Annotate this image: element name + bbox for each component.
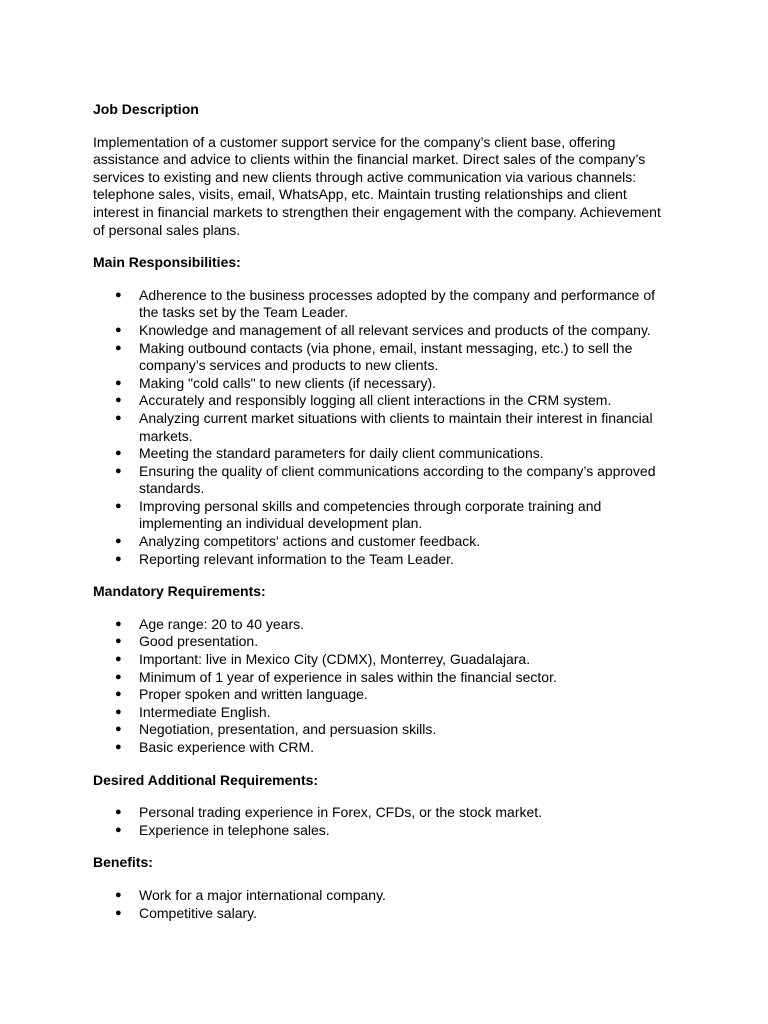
- list-item-text: Analyzing current market situations with clients to maintain their interest in financial markets.: [139, 409, 653, 444]
- list-item: [93, 445, 673, 463]
- bullet-icon: ●: [115, 288, 122, 301]
- benefits-heading: Benefits:: [93, 854, 153, 871]
- list-item-text: Intermediate English.: [139, 703, 271, 720]
- list-item: [93, 287, 673, 322]
- list-item-text: Proper spoken and written language.: [139, 686, 368, 703]
- list-item-text: Experience in telephone sales.: [139, 821, 330, 838]
- bullet-icon: ●: [115, 906, 122, 919]
- bullet-icon: ●: [115, 323, 122, 336]
- main-responsibilities-heading: Main Responsibilities:: [93, 254, 241, 271]
- list-item-text: Making outbound contacts (via phone, email, instant messaging, etc.) to sell the company’s services and products to new clients.: [139, 339, 633, 374]
- list-item-text: Personal trading experience in Forex, CFDs, or the stock market.: [139, 804, 543, 821]
- list-item-text: Accurately and responsibly logging all client interactions in the CRM system.: [139, 392, 612, 409]
- list-item-text: Competitive salary.: [139, 904, 258, 921]
- desired-requirements-heading: Desired Additional Requirements:: [93, 771, 319, 788]
- list-item: [93, 498, 673, 533]
- list-item: [93, 739, 673, 757]
- list-item: [93, 340, 673, 375]
- list-item-text: Work for a major international company.: [139, 886, 386, 903]
- main-responsibilities-list: [93, 287, 673, 569]
- list-item: [93, 392, 673, 410]
- list-item: [93, 410, 673, 445]
- bullet-icon: ●: [115, 499, 122, 512]
- bullet-icon: ●: [115, 464, 122, 477]
- bullet-icon: ●: [115, 670, 122, 683]
- list-item: [93, 822, 673, 840]
- list-item-text: Basic experience with CRM.: [139, 739, 315, 755]
- list-item: [93, 616, 673, 634]
- list-item-text: Good presentation.: [139, 633, 259, 650]
- bullet-icon: ●: [115, 535, 122, 548]
- bullet-icon: ●: [115, 635, 122, 648]
- list-item-text: Important: live in Mexico City (CDMX), Monterrey, Guadalajara.: [139, 651, 531, 668]
- bullet-icon: ●: [115, 552, 122, 565]
- list-item-text: Reporting relevant information to the Team Leader.: [139, 550, 454, 567]
- list-item: [93, 887, 673, 905]
- bullet-icon: ●: [115, 688, 122, 701]
- bullet-icon: ●: [115, 653, 122, 666]
- list-item-text: Adherence to the business processes adopted by the company and performance of the tasks set by the Team Leader.: [139, 286, 655, 321]
- list-item-text: Age range: 20 to 40 years.: [139, 615, 304, 632]
- list-item: [93, 463, 673, 498]
- job-description-text: Implementation of a customer support service for the company’s client base, offering assistance and advice to clients within the financial market. Direct sales of the company’s services to existing and new clients through active communication via various channels: telephone sales, visits, email, WhatsApp, etc. Maintain trusting relationships and client interest in financial markets to strengthen their engagement with the company. Achievement of personal sales plans.: [93, 133, 661, 238]
- list-item-text: Ensuring the quality of client communications according to the company’s approved standards.: [139, 462, 656, 497]
- bullet-icon: ●: [115, 447, 122, 460]
- list-item: [93, 322, 673, 340]
- list-item: [93, 721, 673, 739]
- list-item-text: Making "cold calls" to new clients (if necessary).: [139, 374, 437, 391]
- list-item: [93, 533, 673, 551]
- bullet-icon: ●: [115, 394, 122, 407]
- list-item: [93, 669, 673, 687]
- bullet-icon: ●: [115, 888, 122, 901]
- list-item: [93, 375, 673, 393]
- benefits-list: [93, 887, 673, 922]
- desired-requirements-list: [93, 804, 673, 839]
- list-item: [93, 804, 673, 822]
- list-item: [93, 686, 673, 704]
- list-item: [93, 651, 673, 669]
- list-item-text: Negotiation, presentation, and persuasion skills.: [139, 721, 437, 738]
- bullet-icon: ●: [115, 411, 122, 424]
- bullet-icon: ●: [115, 341, 122, 354]
- list-item-text: Improving personal skills and competencies through corporate training and implementing an individual development plan.: [139, 497, 602, 532]
- mandatory-requirements-list: [93, 616, 673, 757]
- list-item-text: Meeting the standard parameters for daily client communications.: [139, 445, 544, 462]
- bullet-icon: ●: [115, 823, 122, 836]
- list-item-text: Minimum of 1 year of experience in sales within the financial sector.: [139, 668, 557, 685]
- bullet-icon: ●: [115, 705, 122, 718]
- list-item-text: Knowledge and management of all relevant services and products of the company.: [139, 321, 651, 338]
- list-item: [93, 704, 673, 722]
- bullet-icon: ●: [115, 723, 122, 736]
- document-page: [93, 101, 673, 937]
- job-description-heading: Job Description: [93, 101, 199, 117]
- bullet-icon: ●: [115, 376, 122, 389]
- bullet-icon: ●: [115, 617, 122, 630]
- list-item: [93, 551, 673, 569]
- bullet-icon: ●: [115, 806, 122, 819]
- list-item: [93, 633, 673, 651]
- bullet-icon: ●: [115, 741, 122, 753]
- mandatory-requirements-heading: Mandatory Requirements:: [93, 583, 266, 600]
- list-item: [93, 905, 673, 923]
- list-item-text: Analyzing competitors' actions and customer feedback.: [139, 533, 481, 550]
